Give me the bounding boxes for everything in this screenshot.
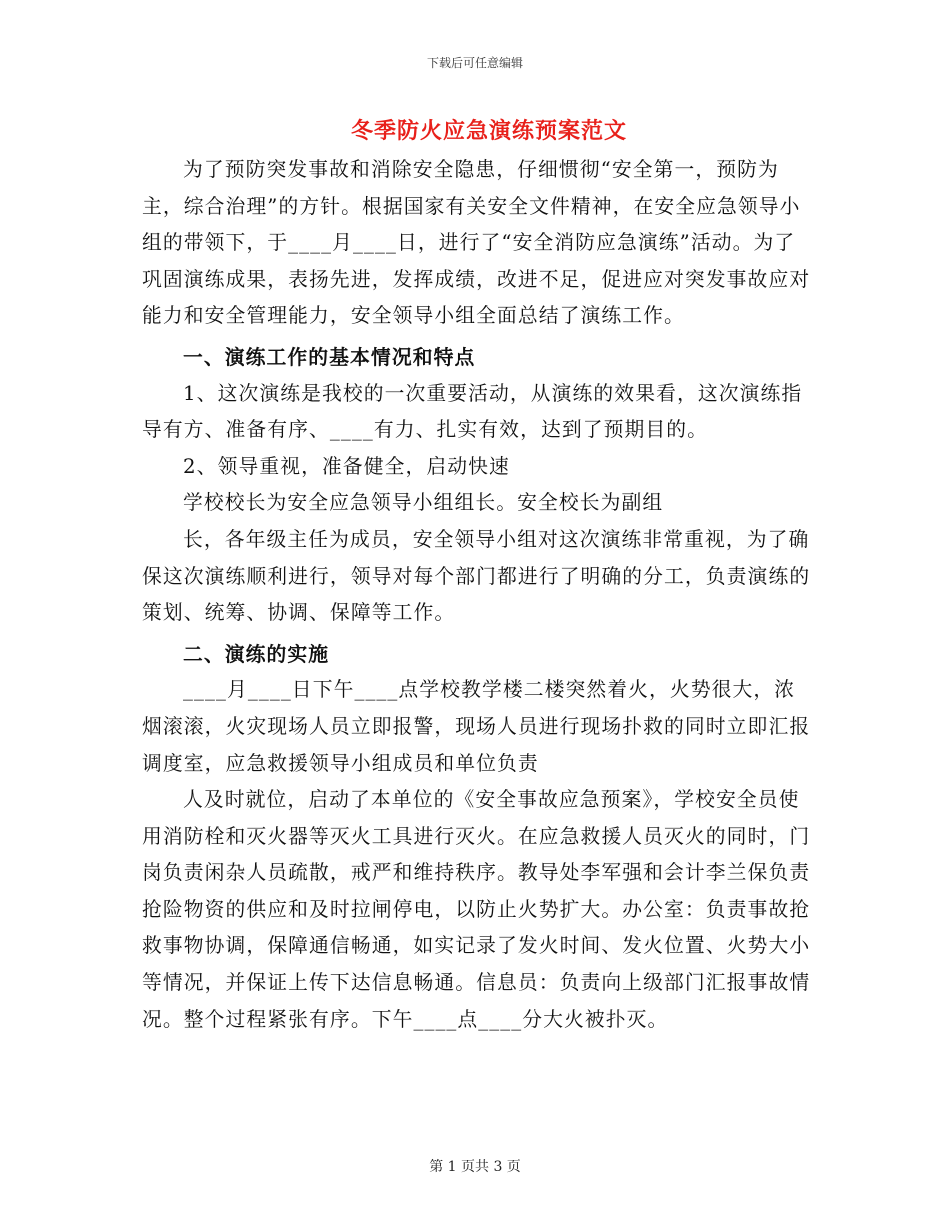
section-heading-1: 一、演练工作的基本情况和特点 [183,344,476,369]
paragraph-point-1: 1、这次演练是我校的一次重要活动，从演练的效果看，这次演练指导有方、准备有序、____有力、扎实有效，达到了预期目的。 [142,381,803,442]
paragraph-point-2: 2、领导重视，准备健全，启动快速 [183,454,510,478]
document-body [142,152,814,1038]
section-heading-2: 二、演练的实施 [183,641,330,666]
header-note: 下载后可任意编辑 [426,56,523,70]
paragraph-implementation: ____月____日下午____点学校教学楼二楼突然着火，火势很大，浓烟滚滚，火灾现场人员立即报警，现场人员进行现场扑救的同时立即汇报调度室，应急救援领导小组成员和单位负责 [142,678,811,775]
paragraph-implementation-cont: 人及时就位，启动了本单位的《安全事故应急预案》，学校安全员使用消防栓和灭火器等灭火工具进行灭火。在应急救援人员灭火的同时，门岗负责闲杂人员疏散，戒严和维持秩序。教导处李军强和会计李兰保负责抢险物资的供应和及时拉闸停电，以防止火势扩大。办公室：负责事故抢救事物协调，保障通信畅通，如实记录了发火时间、发火位置、火势大小等情况，并保证上传下达信息畅通。信息员：负责向上级部门汇报事故情况。整个过程紧张有序。下午____点____分大火被扑灭。 [142,788,811,1031]
paragraph-intro: 为了预防突发事故和消除安全隐患，仔细惯彻“安全第一，预防为主，综合治理”的方针。根据国家有关安全文件精神，在安全应急领导小组的带领下，于____月____日，进行了“安全消防应急演练”活动。为了巩固演练成果，表扬先进，发挥成绩，改进不足，促进应对突发事故应对能力和安全管理能力，安全领导小组全面总结了演练工作。 [142,158,811,328]
paragraph-leader: 学校校长为安全应急领导小组组长。安全校长为副组 [183,491,664,515]
paragraph-leader-cont: 长，各年级主任为成员，安全领导小组对这次演练非常重视，为了确保这次演练顺利进行，领导对每个部门都进行了明确的分工，负责演练的策划、统筹、协调、保障等工作。 [142,527,811,625]
document-title: 冬季防火应急演练预案范文 [350,118,627,144]
page-footer: 第 1 页共 3 页 [429,1159,521,1175]
